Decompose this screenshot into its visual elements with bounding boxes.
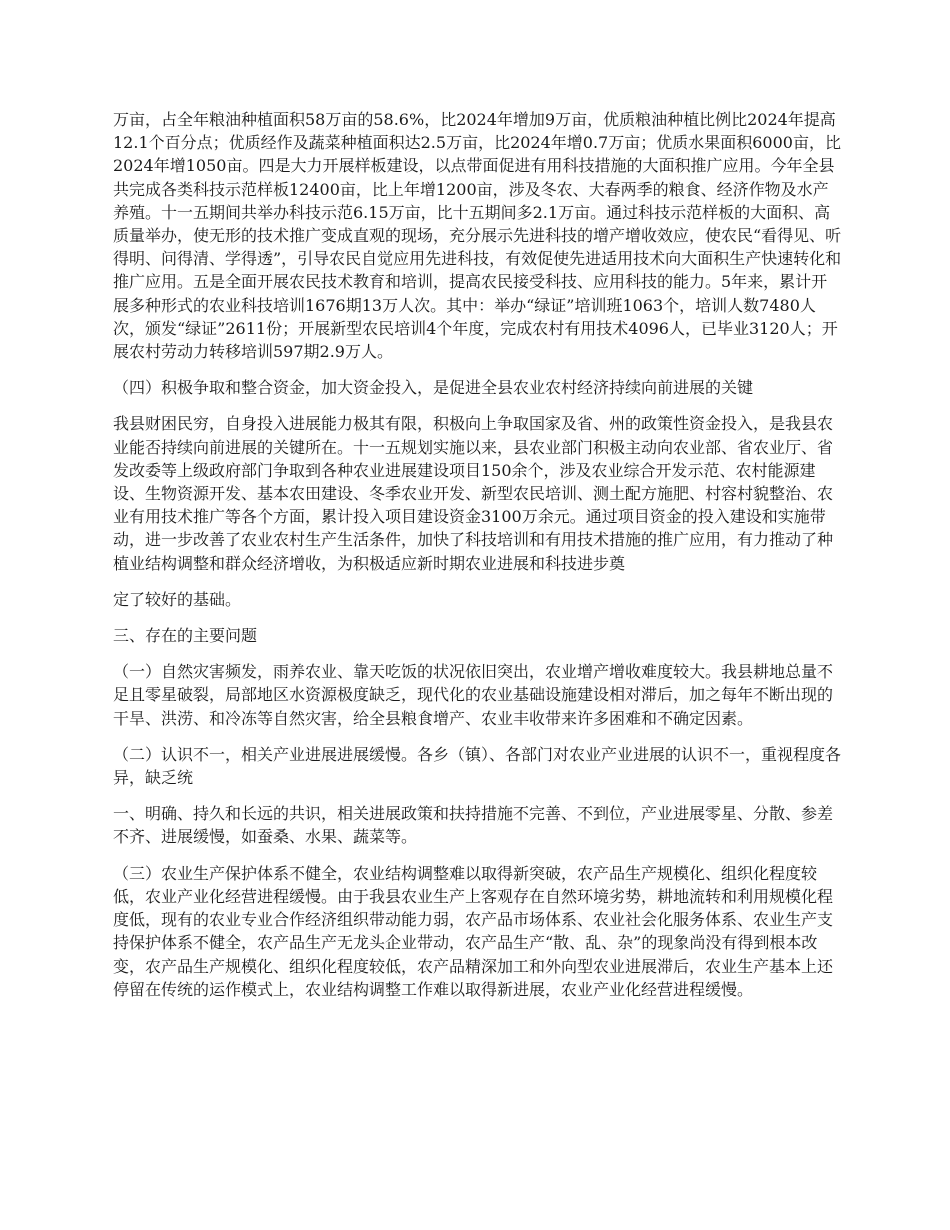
document-body	[113, 108, 843, 1014]
paragraph-funding-continued: 定了较好的基础。	[113, 589, 242, 609]
paragraph-problem-awareness-continued: 一、明确、持久和长远的共识，相关进展政策和扶持措施不完善、不到位，产业进展零星、分散、参差不齐、进展缓慢，如蚕桑、水果、蔬菜等。	[113, 804, 834, 847]
paragraph-funding: 我县财困民穷，自身投入进展能力极其有限，积极向上争取国家及省、州的政策性资金投入，是我县农业能否持续向前进展的关键所在。十一五规划实施以来，县农业部门积极主动向农业部、省农业厅、省发改委等上级政府部门争取到各种农业进展建设项目150余个，涉及农业综合开发示范、农村能源建设、生物资源开发、基本农田建设、冬季农业开发、新型农民培训、测土配方施肥、村容村貌整治、农业有用技术推广等各个方面，累计投入项目建设资金3100万余元。通过项目资金的投入建设和实施带动，进一步改善了农业农村生产生活条件，加快了科技培训和有用技术措施的推广应用，有力推动了种植业结构调整和群众经济增收，为积极适应新时期农业进展和科技进步奠	[113, 414, 834, 573]
paragraph-problem-disasters: （一）自然灾害频发，雨养农业、靠天吃饭的状况依旧突出，农业增产增收难度较大。我县耕地总量不足且零星破裂，局部地区水资源极度缺乏，现代化的农业基础设施建设相对滞后，加之每年不断出现的干旱、洪涝、和冷冻等自然灾害，给全县粮食增产、农业丰收带来许多困难和不确定因素。	[113, 662, 834, 728]
paragraph-training-results: 万亩，占全年粮油种植面积58万亩的58.6%，比2024年增加9万亩，优质粮油种植比例比2024年提高12.1个百分点；优质经作及蔬菜种植面积达2.5万亩，比2024年增0.7万亩；优质水果面积6000亩，比2024年增1050亩。四是大力开展样板建设，以点带面促进有用科技措施的大面积推广应用。今年全县共完成各类科技示范样板12400亩，比上年增1200亩，涉及冬农、大春两季的粮食、经济作物及水产养殖。十一五期间共举办科技示范6.15万亩，比十五期间多2.1万亩。通过科技示范样板的大面积、高质量举办，使无形的技术推广变成直观的现场，充分展示先进科技的增产增收效应，使农民“看得见、听得明、问得清、学得透”，引导农民自觉应用先进科技，有效促使先进适用技术向大面积生产快速转化和推广应用。五是全面开展农民技术教育和培训，提高农民接受科技、应用科技的能力。5年来，累计开展多种形式的农业科技培训1676期13万人次。其中：举办“绿证”培训班1063个，培训人数7480人次，颁发“绿证”2611份；开展新型农民培训4个年度，完成农村有用技术4096人，已毕业3120人；开展农村劳动力转移培训597期2.9万人。	[113, 110, 842, 362]
heading-funding: （四）积极争取和整合资金，加大资金投入，是促进全县农业农村经济持续向前进展的关键	[113, 378, 754, 398]
section-heading-problems: 三、存在的主要问题	[113, 626, 258, 646]
paragraph-problem-protection-system: （三）农业生产保护体系不健全，农业结构调整难以取得新突破，农产品生产规模化、组织化程度较低，农业产业化经营进程缓慢。由于我县农业生产上客观存在自然环境劣势，耕地流转和利用规模化程度低，现有的农业专业合作经济组织带动能力弱，农产品市场体系、农业社会化服务体系、农业生产支持保护体系不健全，农产品生产无龙头企业带动，农产品生产“散、乱、杂”的现象尚没有得到根本改变，农产品生产规模化、组织化程度较低，农产品精深加工和外向型农业进展滞后，农业生产基本上还停留在传统的运作模式上，农业结构调整工作难以取得新进展，农业产业化经营进程缓慢。	[113, 863, 834, 999]
paragraph-problem-awareness: （二）认识不一，相关产业进展进展缓慢。各乡（镇）、各部门对农业产业进展的认识不一，重视程度各异，缺乏统	[113, 744, 842, 788]
